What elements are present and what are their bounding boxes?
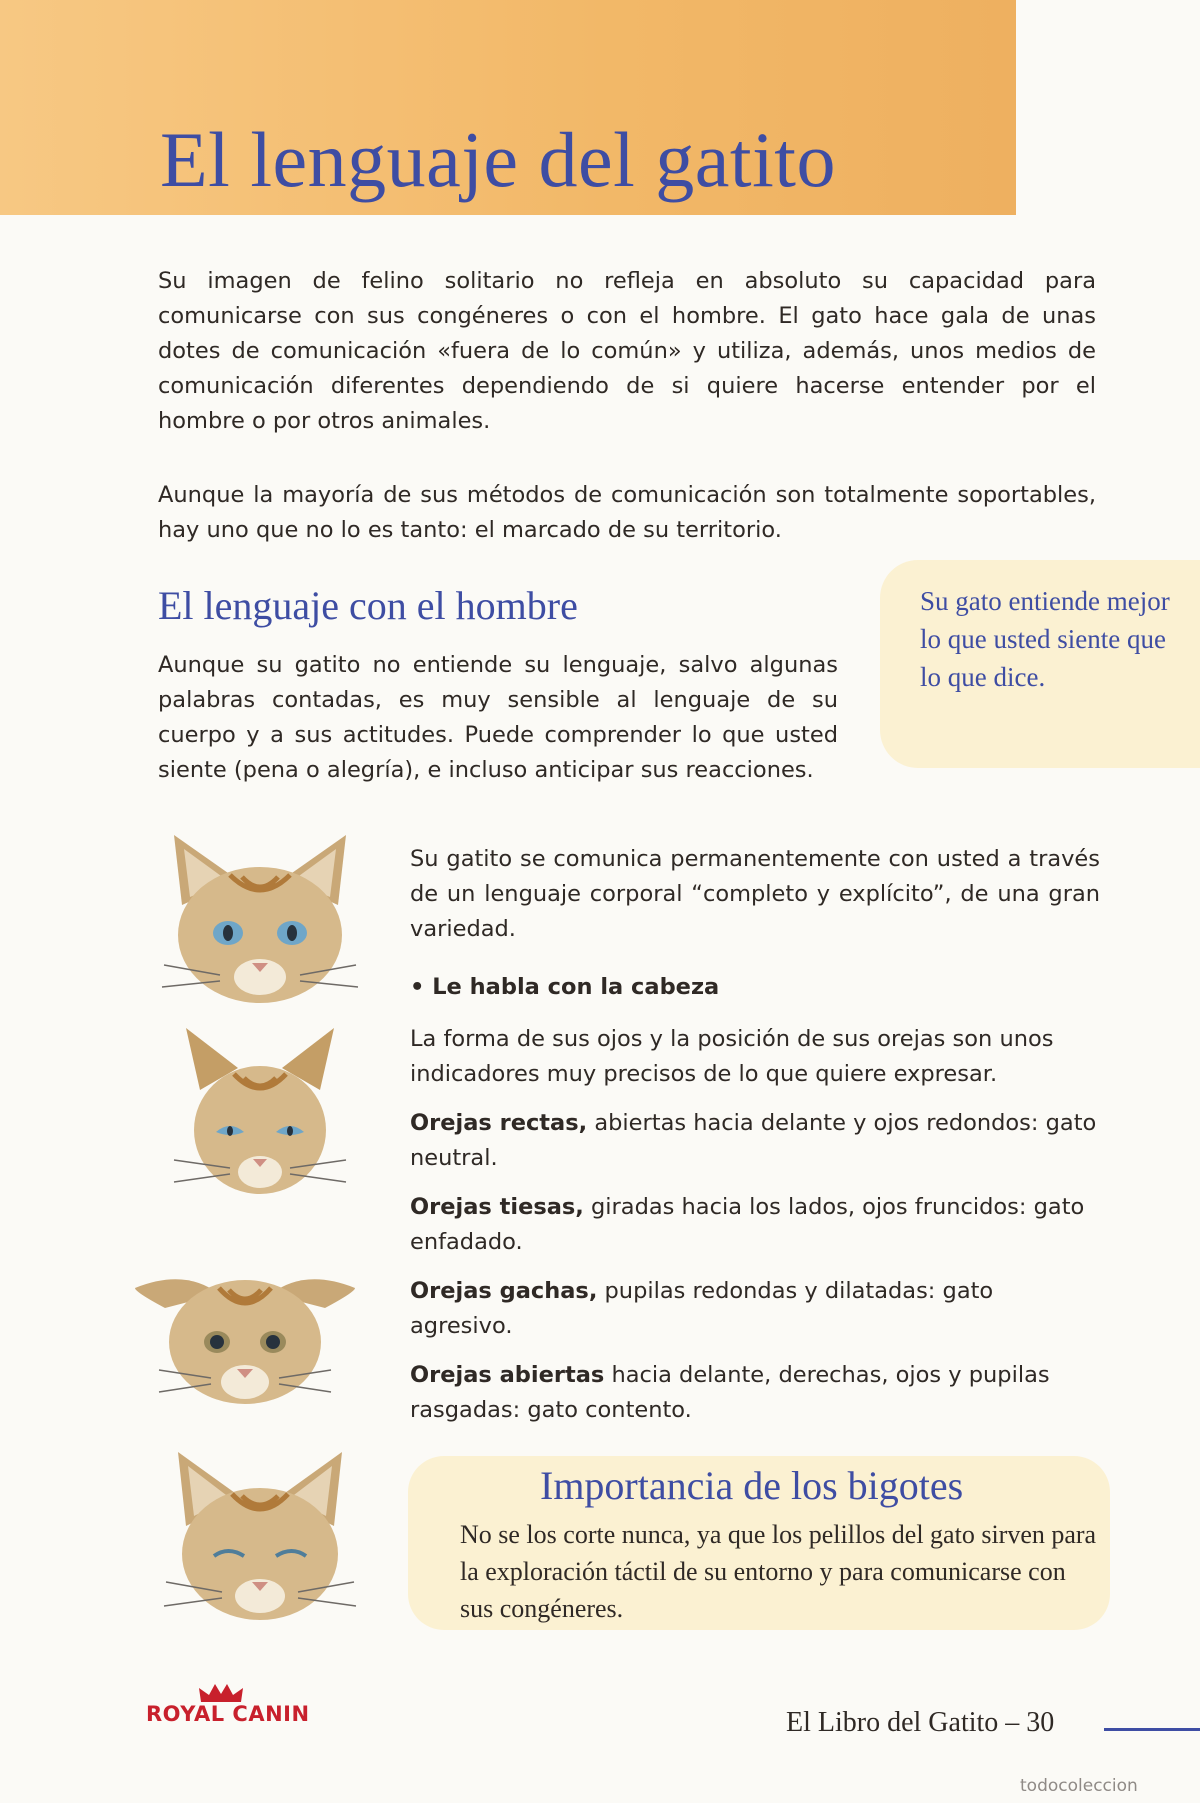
- ear-label-neutral: Orejas rectas,: [410, 1110, 588, 1136]
- cat-head-content: [160, 1452, 360, 1622]
- ear-description-angry: [410, 1190, 1100, 1260]
- whiskers-text: No se los corte nunca, ya que los pelillos del gato sirven para la exploración táctil de su entorno y para comunicarse con sus congéneres.: [460, 1520, 1097, 1623]
- ear-text-angry: giradas hacia los lados, ojos fruncidos: gato enfadado.: [410, 1194, 1085, 1255]
- callout-box: [880, 560, 1200, 768]
- footer-page-label: El Libro del Gatito – 30: [786, 1707, 1055, 1738]
- intro-paragraph-1: Su imagen de felino solitario no refleja en absoluto su capacidad para comunicarse con sus congéneres o con el hombre. El gato hace gala de unas dotes de comunicación «fuera de lo común» y utiliza, además, unos medios de comunicación diferentes dependiendo de si quiere hacerse entender por el hombre o por otros animales.: [158, 268, 1096, 434]
- ear-description-neutral: [410, 1106, 1100, 1176]
- ear-label-content: Orejas abiertas: [410, 1362, 605, 1388]
- ear-text-neutral: abiertas hacia delante y ojos redondos: gato neutral.: [410, 1110, 1097, 1171]
- ear-label-aggressive: Orejas gachas,: [410, 1278, 598, 1304]
- callout-text: Su gato entiende mejor lo que usted siente que lo que dice.: [920, 586, 1170, 692]
- ear-text-aggressive: pupilas redondas y dilatadas: gato agresivo.: [410, 1278, 994, 1339]
- ear-text-content: hacia delante, derechas, ojos y pupilas rasgadas: gato contento.: [410, 1362, 1050, 1423]
- ear-description-content: [410, 1358, 1100, 1428]
- ear-label-angry: Orejas tiesas,: [410, 1194, 584, 1220]
- brand-name: ROYAL CANIN: [146, 1702, 310, 1726]
- cat-head-aggressive: [135, 1258, 355, 1408]
- cat-head-neutral: [160, 835, 360, 1005]
- body-language-paragraph: Su gatito se comunica permanentemente con usted a través de un lenguaje corporal “completo y explícito”, de una gran variedad.: [410, 846, 1100, 942]
- whiskers-title: Importancia de los bigotes: [540, 1463, 964, 1508]
- head-talk-intro: La forma de sus ojos y la posición de sus orejas son unos indicadores muy precisos de lo que quiere expresar.: [410, 1026, 1054, 1087]
- head-talk-heading: • Le habla con la cabeza: [410, 974, 720, 1000]
- whiskers-box: [408, 1456, 1110, 1630]
- brand-logo: [146, 1682, 310, 1732]
- ear-description-aggressive: [410, 1274, 1100, 1344]
- page-title: El lenguaje del gatito: [160, 116, 836, 203]
- footer-rule: [1104, 1728, 1200, 1731]
- human-language-paragraph: Aunque su gatito no entiende su lenguaje, salvo algunas palabras contadas, es muy sensible al lenguaje de su cuerpo y a sus actitudes. Puede comprender lo que usted siente (pena o alegría), e incluso anticipar sus reacciones.: [158, 652, 838, 783]
- section-heading-human-language: El lenguaje con el hombre: [158, 583, 578, 628]
- crown-icon: [197, 1682, 245, 1704]
- cat-head-angry: [160, 1028, 360, 1198]
- intro-paragraph-2: Aunque la mayoría de sus métodos de comunicación son totalmente soportables, hay uno que no lo es tanto: el marcado de su territorio.: [158, 482, 1096, 543]
- watermark: todocoleccion: [1020, 1776, 1138, 1796]
